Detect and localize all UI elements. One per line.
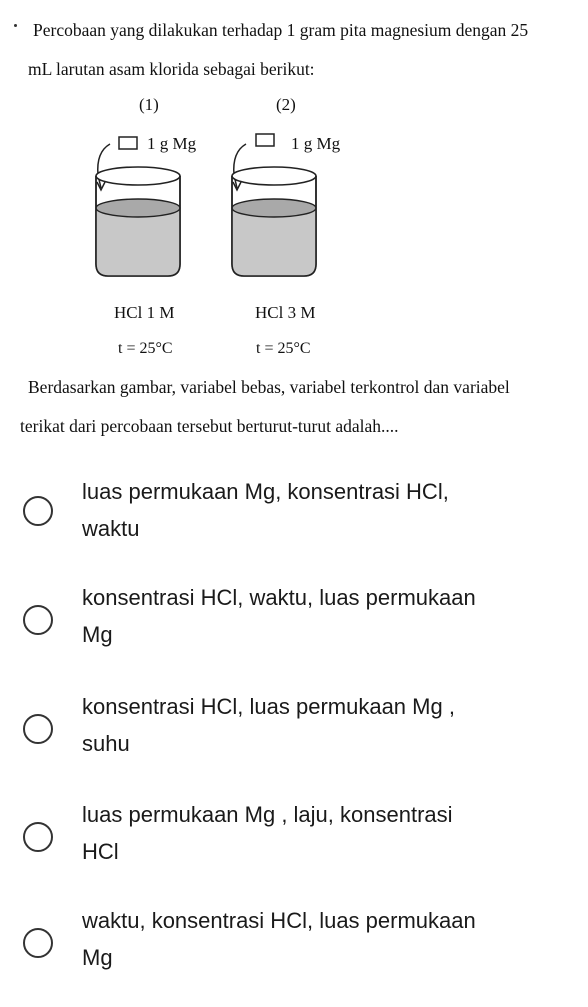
beaker-2-temperature: t = 25°C: [256, 340, 311, 357]
option-4-line-2: HCl: [82, 839, 119, 864]
radio-button-4[interactable]: [23, 822, 53, 852]
option-5-line-2: Mg: [82, 945, 113, 970]
option-3-line-2: suhu: [82, 731, 130, 756]
beaker-2-illustration: [224, 130, 324, 290]
mg-ribbon-1: [119, 137, 137, 149]
option-2-line-1: konsentrasi HCl, waktu, luas permukaan: [82, 585, 476, 610]
option-3-line-1: konsentrasi HCl, luas permukaan Mg ,: [82, 694, 455, 719]
radio-button-1[interactable]: [23, 496, 53, 526]
radio-button-2[interactable]: [23, 605, 53, 635]
radio-button-3[interactable]: [23, 714, 53, 744]
option-4[interactable]: [0, 796, 588, 901]
option-5-text[interactable]: [82, 902, 572, 976]
question-line-2: mL larutan asam klorida sebagai berikut:: [28, 59, 315, 79]
beaker-2-solution: HCl 3 M: [255, 303, 316, 322]
beaker-1-temperature: t = 25°C: [118, 340, 173, 357]
option-3-text[interactable]: [82, 688, 572, 762]
experiment-figure: [0, 90, 588, 370]
solution-2: [232, 208, 316, 276]
option-2-line-2: Mg: [82, 622, 113, 647]
beaker-1-solution: HCl 1 M: [114, 303, 175, 322]
option-5[interactable]: [0, 902, 588, 1007]
option-1[interactable]: [0, 470, 588, 575]
option-5-line-1: waktu, konsentrasi HCl, luas permukaan: [82, 908, 476, 933]
question-block: [0, 0, 588, 470]
bullet-dot: [14, 24, 17, 27]
beaker-1-illustration: [88, 130, 188, 290]
option-1-line-1: luas permukaan Mg, konsentrasi HCl,: [82, 479, 449, 504]
question-line-3: Berdasarkan gambar, variabel bebas, variabel terkontrol dan variabel: [28, 377, 510, 397]
option-2-text[interactable]: [82, 579, 572, 653]
question-line-1: Percobaan yang dilakukan terhadap 1 gram pita magnesium dengan 25: [33, 20, 529, 40]
radio-button-5[interactable]: [23, 928, 53, 958]
option-2[interactable]: [0, 579, 588, 684]
option-4-text[interactable]: [82, 796, 572, 870]
beaker-2-mass-label: 1 g Mg: [291, 134, 341, 153]
option-3[interactable]: [0, 688, 588, 793]
beaker-1-number: (1): [139, 95, 159, 114]
beaker-2-number: (2): [276, 95, 296, 114]
question-line-4: terikat dari percobaan tersebut berturut-turut adalah....: [20, 416, 399, 436]
solution-1: [96, 208, 180, 276]
mg-ribbon-2: [256, 134, 274, 146]
option-1-line-2: waktu: [82, 516, 140, 541]
option-1-text[interactable]: [82, 473, 572, 547]
option-4-line-1: luas permukaan Mg , laju, konsentrasi: [82, 802, 453, 827]
beaker-1-mass-label: 1 g Mg: [147, 134, 197, 153]
